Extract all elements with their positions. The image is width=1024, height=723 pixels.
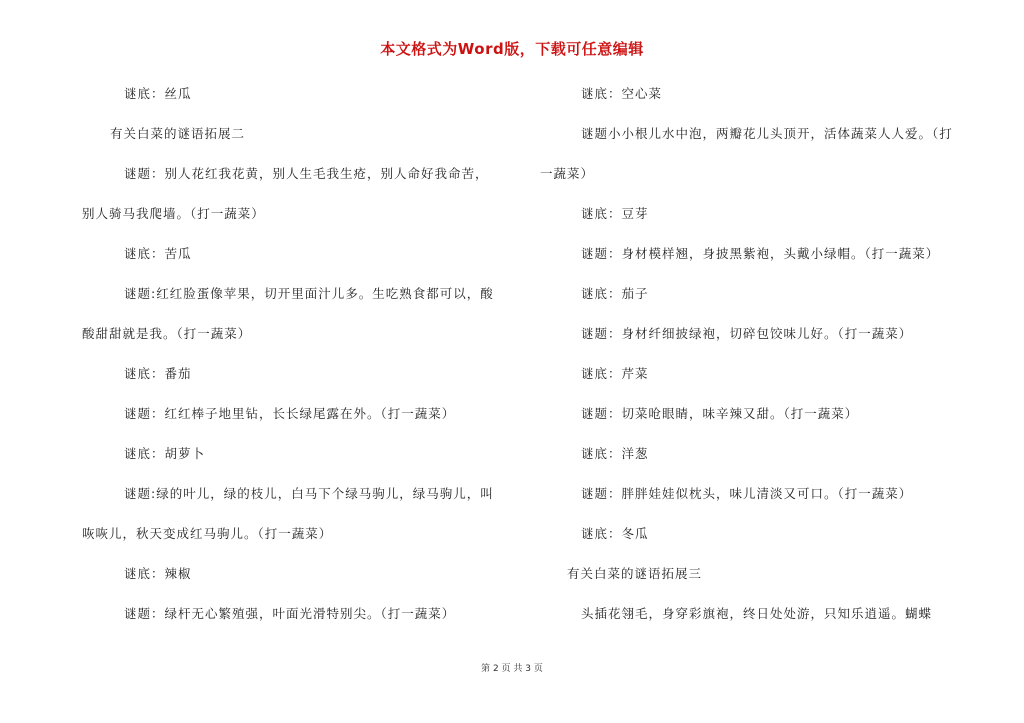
riddle-continuation: 咴咴儿，秋天变成红马驹儿。（打一蔬菜） <box>82 526 333 541</box>
riddle-line: 谜题：身材模样翘，身披黑紫袍，头戴小绿帽。（打一蔬菜） <box>581 246 940 261</box>
riddle-line: 谜题：别人花红我花黄，别人生毛我生疮，别人命好我命苦， <box>124 166 489 181</box>
answer-line: 谜底：辣椒 <box>124 566 192 581</box>
riddle-continuation: 一蔬菜） <box>540 166 595 181</box>
riddle-line: 谜题：切菜呛眼睛，味辛辣又甜。（打一蔬菜） <box>581 406 859 421</box>
riddle-line: 谜题：绿杆无心繁殖强，叶面光滑特别尖。（打一蔬菜） <box>124 606 456 621</box>
answer-line: 谜底：芹菜 <box>581 366 649 381</box>
riddle-continuation: 别人骑马我爬墙。（打一蔬菜） <box>82 206 265 221</box>
section-heading: 有关白菜的谜语拓展二 <box>110 126 246 141</box>
answer-line: 谜底：番茄 <box>124 366 192 381</box>
riddle-line: 谜题：身材纤细披绿袍，切碎包饺味儿好。（打一蔬菜） <box>581 326 913 341</box>
riddle-line: 谜题：胖胖娃娃似枕头，味儿清淡又可口。（打一蔬菜） <box>581 486 913 501</box>
answer-line: 谜底：洋葱 <box>581 446 649 461</box>
answer-line: 谜底：苦瓜 <box>124 246 192 261</box>
page-number: 第 2 页 共 3 页 <box>481 664 543 674</box>
riddle-line: 谜题:红红脸蛋像苹果，切开里面汁儿多。生吃熟食都可以，酸 <box>124 286 494 301</box>
section-heading: 有关白菜的谜语拓展三 <box>567 566 703 581</box>
answer-line: 谜底：豆芽 <box>581 206 649 221</box>
answer-line: 谜底：茄子 <box>581 286 649 301</box>
riddle-line: 谜题小小根儿水中泡，两瓣花儿头顶开，活体蔬菜人人爱。（打 <box>581 126 953 141</box>
riddle-line: 谜题:绿的叶儿，绿的枝儿，白马下个绿马驹儿，绿马驹儿，叫 <box>124 486 494 501</box>
riddle-line: 头插花翎毛，身穿彩旗袍，终日处处游，只知乐逍遥。蝴蝶 <box>581 606 933 621</box>
answer-line: 谜底：丝瓜 <box>124 86 192 101</box>
answer-line: 谜底：空心菜 <box>581 86 663 101</box>
riddle-continuation: 酸甜甜就是我。（打一蔬菜） <box>82 326 252 341</box>
answer-line: 谜底：胡萝卜 <box>124 446 206 461</box>
riddle-line: 谜题：红红棒子地里钻，长长绿尾露在外。（打一蔬菜） <box>124 406 456 421</box>
answer-line: 谜底：冬瓜 <box>581 526 649 541</box>
word-format-banner: 本文格式为Word版，下载可任意编辑 <box>380 40 644 58</box>
